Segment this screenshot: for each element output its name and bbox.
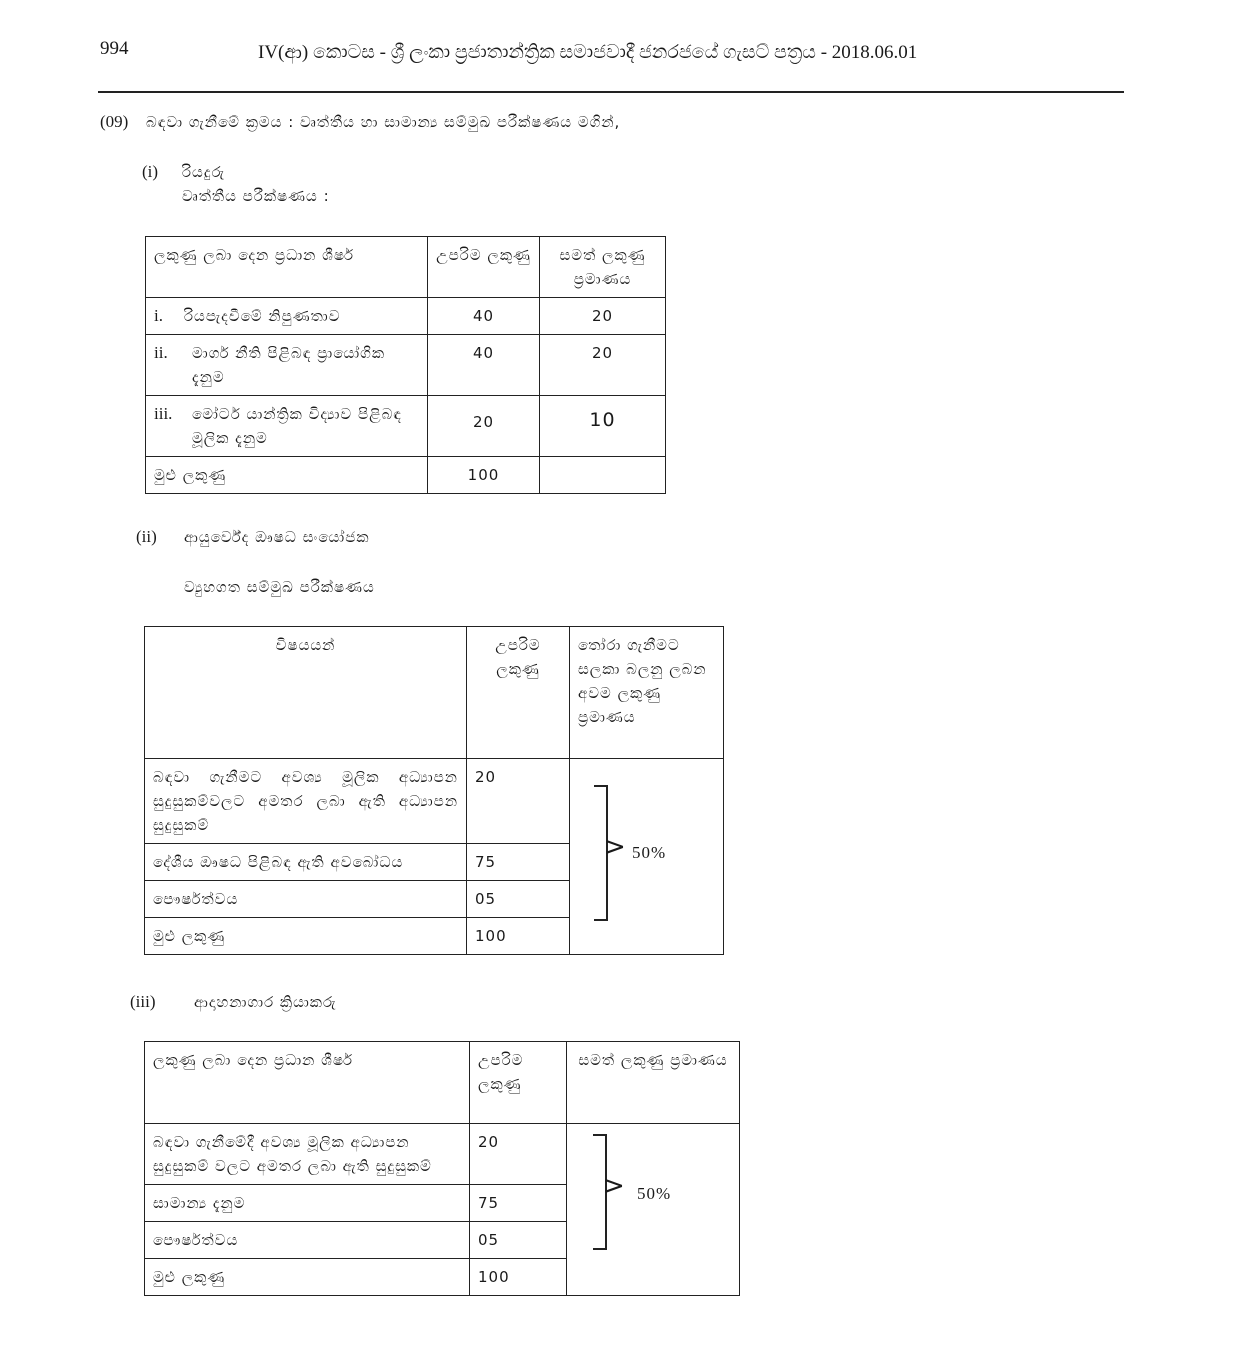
pass-marks-cell: 10: [540, 396, 666, 457]
table-header-cell: උපරිම ලකුණු: [470, 1042, 567, 1124]
row-number: ii.: [154, 343, 168, 362]
threshold-value: 50%: [632, 843, 667, 862]
total-max-cell: 100: [428, 457, 540, 494]
pass-marks-cell: 20: [540, 298, 666, 335]
row-number: iii.: [154, 404, 173, 423]
page-number: 994: [100, 38, 129, 59]
table-row: [146, 298, 666, 335]
part2-title: ආයුර්වේද ඖෂධ සංයෝජක: [184, 528, 370, 546]
threshold-cell: [567, 1124, 740, 1296]
pass-marks-cell: 20: [540, 335, 666, 396]
max-marks-cell: 40: [428, 298, 540, 335]
total-label: මුළු ලකුණු: [145, 918, 467, 955]
table-header-cell: උපරිම ලකුණු: [467, 627, 570, 759]
total-label: මුළු ලකුණු: [146, 457, 428, 494]
table-header-cell: විෂයයන්: [145, 627, 467, 759]
row-label: පෞර්ෂත්වය: [145, 881, 467, 918]
threshold-value: 50%: [637, 1184, 672, 1203]
table-row: [146, 396, 666, 457]
table-header-cell: ලකුණු ලබා දෙන ප්‍රධාන ශීර්ෂ: [145, 1042, 470, 1124]
ayurveda-marks-table: [144, 626, 724, 945]
max-marks-cell: 75: [470, 1185, 567, 1222]
empty-cell: [540, 457, 666, 494]
table-total-row: [146, 457, 666, 494]
row-label: රියපැදවීමේ නිපුණතාව: [184, 307, 341, 325]
row-label: මෝටර් යාන්ත්‍රික විද්‍යාව පිළිබඳ මූලික දැනුම: [192, 405, 402, 447]
part1-title: රියදුරු: [182, 163, 226, 181]
table-row: [146, 335, 666, 396]
part2-subtitle: ව්‍යුහගත සම්මුඛ පරීක්ෂණය: [184, 578, 375, 596]
max-marks-cell: 20: [470, 1124, 567, 1185]
part2-marker: (ii): [136, 527, 157, 546]
gazette-header-title: IV(ආ) කොටස - ශ්‍රී ලංකා ප්‍රජාතාන්ත්‍රික සමාජවාදී ජනරජයේ ගැසට් පත්‍රය - 2018.06.01: [258, 42, 918, 63]
table-row: [145, 1124, 740, 1185]
row-number: i.: [154, 306, 163, 325]
total-label: මුළු ලකුණු: [145, 1259, 470, 1296]
part3-title: ආදාහනාගාර ක්‍රියාකරු: [194, 993, 337, 1011]
header-rule: [98, 91, 1124, 93]
row-label: බඳවා ගැනීමට අවශ්‍ය මූලික අධ්‍යාපන සුදුසුකම්වලට අමතර ලබා ඇති අධ්‍යාපන සුදුසුකම්: [145, 759, 467, 844]
total-max-cell: 100: [470, 1259, 567, 1296]
threshold-cell: [570, 759, 724, 955]
part1-subtitle: වෘත්තීය පරීක්ෂණය :: [182, 187, 330, 205]
section-text: බඳවා ගැනීමේ ක්‍රමය : වෘත්තීය හා සාමාන්‍ය සම්මුඛ පරීක්ෂණය මගින්,: [146, 113, 621, 131]
row-label: බඳවා ගැනීමේදී අවශ්‍ය මූලික අධ්‍යාපන සුදුසුකම් වලට අමතර ලබා ඇති සුදුසුකම්: [145, 1124, 470, 1185]
total-max-cell: 100: [467, 918, 570, 955]
max-marks-cell: 05: [467, 881, 570, 918]
max-marks-cell: 20: [467, 759, 570, 844]
row-label: සාමාන්‍ය දැනුම: [145, 1185, 470, 1222]
brace-point: >: [603, 1171, 626, 1201]
section-number: (09): [100, 112, 129, 131]
row-label: පෞර්ෂත්වය: [145, 1222, 470, 1259]
table-row: [145, 759, 724, 844]
max-marks-cell: 05: [470, 1222, 567, 1259]
max-marks-cell: 75: [467, 844, 570, 881]
table-header-cell: සමත් ලකුණු ප්‍රමාණය: [567, 1042, 740, 1124]
table-header-cell: ලකුණු ලබා දෙන ප්‍රධාන ශීර්ෂ: [146, 237, 428, 298]
driver-marks-table: [145, 236, 666, 494]
max-marks-cell: 40: [428, 335, 540, 396]
crematorium-marks-table: [144, 1041, 740, 1286]
part3-marker: (iii): [130, 992, 156, 1011]
row-label: මාර්ග නීති පිළිබඳ ප්‍රායෝගික දැනුම: [192, 344, 386, 386]
brace-point: >: [604, 832, 627, 862]
table-header-cell: සමත් ලකුණු ප්‍රමාණය: [540, 237, 666, 298]
part1-marker: (i): [142, 162, 159, 181]
table-header-cell: තෝරා ගැනීමට සලකා බලනු ලබන අවම ලකුණු ප්‍රමාණය: [570, 627, 724, 759]
max-marks-cell: 20: [428, 396, 540, 457]
table-header-cell: උපරිම ලකුණු: [428, 237, 540, 298]
row-label: දේශීය ඖෂධ පිළිබඳ ඇති අවබෝධය: [145, 844, 467, 881]
